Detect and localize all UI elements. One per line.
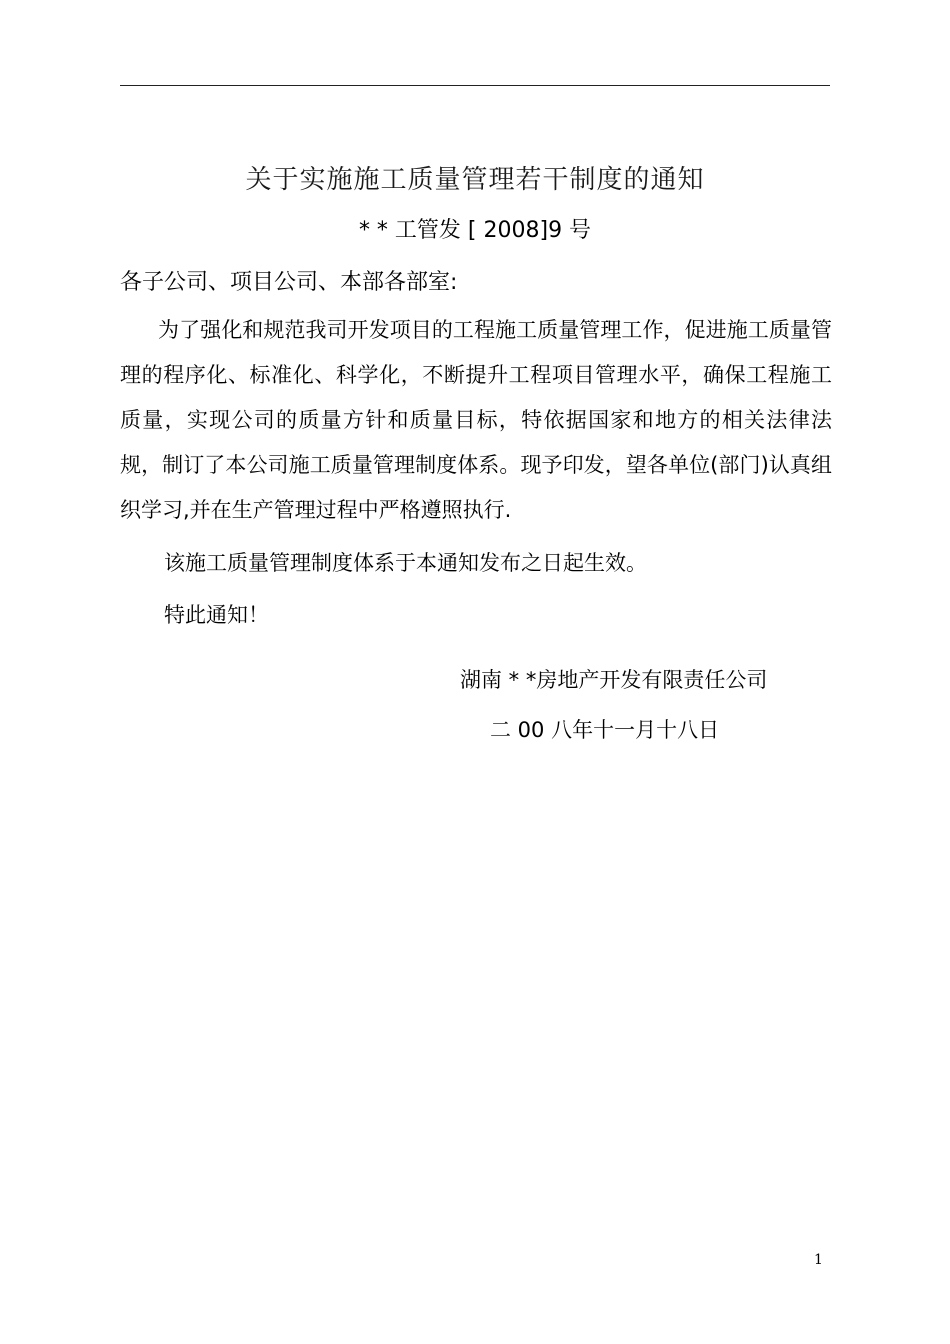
body-text bbox=[120, 308, 832, 641]
signature-date: 二 00 八年十一月十八日 bbox=[490, 718, 720, 742]
header-rule bbox=[120, 85, 830, 86]
page-number: 1 bbox=[814, 1252, 823, 1268]
addressee-line: 各子公司、项目公司、本部各部室: bbox=[120, 270, 458, 295]
paragraph-main: 为了强化和规范我司开发项目的工程施工质量管理工作，促进施工质量管理的程序化、标准化、科学化，不断提升工程项目管理水平，确保工程施工质量，实现公司的质量方针和质量目标，特依据国家和地方的相关法律法规，制订了本公司施工质量管理制度体系。现予印发，望各单位(部门)认真组织学习,并在生产管理过程中严格遵照执行. bbox=[120, 318, 832, 522]
paragraph-effective: 该施工质量管理制度体系于本通知发布之日起生效。 bbox=[164, 551, 647, 575]
document-title: 关于实施施工质量管理若干制度的通知 bbox=[245, 165, 705, 195]
paragraph-closing: 特此通知！ bbox=[164, 603, 269, 627]
signer-company: 湖南 * *房地产开发有限责任公司 bbox=[460, 668, 768, 692]
document-number: * * 工管发 [ 2008]9 号 bbox=[358, 218, 592, 243]
